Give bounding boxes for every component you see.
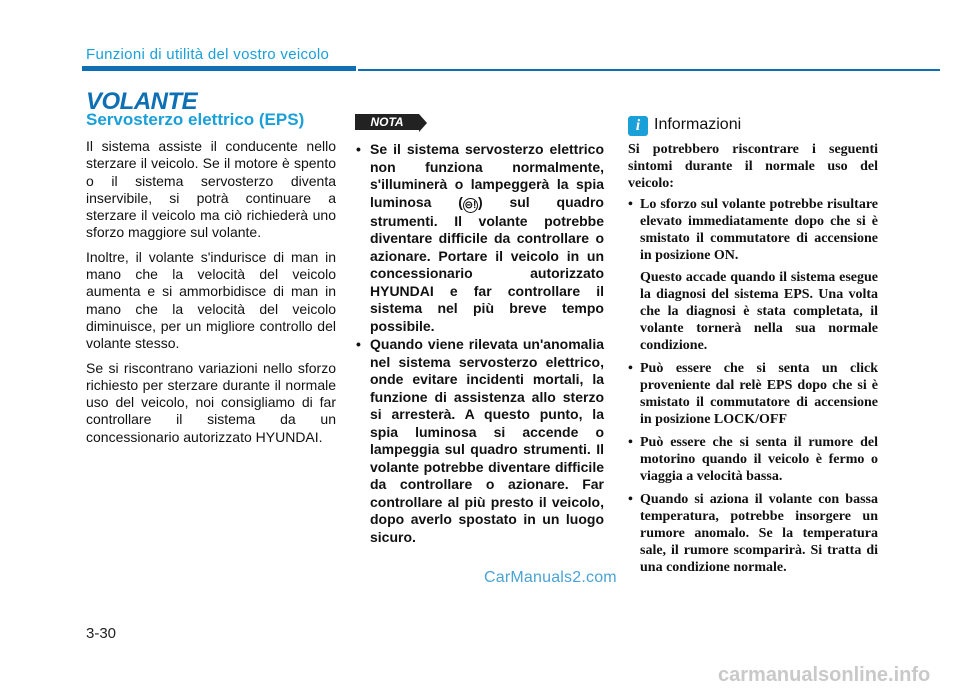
- note-item-1-text-a: Se il sistema servosterzo elettrico non funziona normalmente, s'illuminerà o lampeggerà la spia luminosa (: [370, 141, 604, 210]
- header-rule-thin: [358, 69, 940, 71]
- watermark-link[interactable]: CarManuals2.com: [484, 569, 617, 586]
- note-column: [356, 141, 604, 547]
- info-column: [628, 141, 878, 582]
- page-number: 3-30: [86, 625, 117, 642]
- eps-paragraph-1: Il sistema assiste il conducente nello sterzare il veicolo. Se il motore è spento o il sistema servosterzo diventa inservibile, si potrà continuare a sterzare il veicolo ma ciò richiederà uno sforzo maggiore sul volante.: [86, 138, 336, 241]
- info-item-3: • Può essere che si senta il rumore del motorino quando il veicolo è fermo o viaggia a velocità bassa.: [628, 434, 878, 485]
- eps-paragraph-3: Se si riscontrano variazioni nello sforzo richiesto per sterzare durante il normale uso del veicolo, noi consigliamo di far controllare il sistema da un concessionario autorizzato HYUNDAI.: [86, 359, 336, 445]
- header-rule-thick: [82, 66, 356, 71]
- note-item-1: [356, 141, 604, 335]
- steering-warning-icon: ⊝!: [464, 199, 477, 211]
- eps-subheading: Servosterzo elettrico (EPS): [86, 110, 305, 129]
- note-badge: NOTA: [355, 114, 419, 130]
- site-watermark: carmanualsonline.info: [718, 664, 931, 686]
- info-icon: i: [628, 116, 648, 136]
- note-item-1-text-b: ) sul quadro strumenti. Il volante potrebbe diventare difficile da controllare o azionare. Portare il veicolo in un concessionario autorizzato HYUNDAI e far controllare il sistema nel più breve tempo possibile.: [370, 193, 604, 334]
- info-item-1-continuation: Questo accade quando il sistema esegue la diagnosi del sistema EPS. Una volta che la diagnosi è stata completata, il volante tornerà nella sua normale condizione.: [640, 270, 878, 353]
- note-item-2: • Quando viene rilevata un'anomalia nel sistema servosterzo elettrico, onde evitare incidenti mortali, la funzione di assistenza allo sterzo si arresterà. A questo punto, la spia luminosa si accende o lampeggia sul quadro strumenti. Il volante potrebbe diventare difficile da controllare o azionare. Far controllare al più presto il veicolo, dopo averlo spostato in un luogo sicuro.: [356, 336, 604, 546]
- section-title: VOLANTE: [86, 88, 198, 115]
- info-item-1: [628, 196, 878, 354]
- eps-paragraph-2: Inoltre, il volante s'indurisce di man in mano che la velocità del veicolo aumenta e si ammorbidisce di man in mano che la velocità del veicolo diminuisce, per un migliore controllo del volante stesso.: [86, 248, 336, 352]
- info-item-1-text: Lo sforzo sul volante potrebbe risultare elevato immediatamente dopo che si è smistato il commutatore di accensione in posizione ON.: [640, 197, 878, 263]
- eps-column: [86, 110, 336, 453]
- info-item-2: • Può essere che si senta un click proveniente dal relè EPS dopo che si è smistato il commutatore di accensione in posizione LOCK/OFF: [628, 360, 878, 428]
- chapter-title: Funzioni di utilità del vostro veicolo: [86, 46, 330, 63]
- info-item-4: • Quando si aziona il volante con bassa temperatura, potrebbe insorgere un rumore anomalo. Se la temperatura sale, il rumore scomparirà. Si tratta di una condizione normale.: [628, 491, 878, 576]
- info-title: Informazioni: [654, 116, 742, 133]
- info-intro: Si potrebbero riscontrare i seguenti sintomi durante il normale uso del veicolo:: [628, 142, 878, 191]
